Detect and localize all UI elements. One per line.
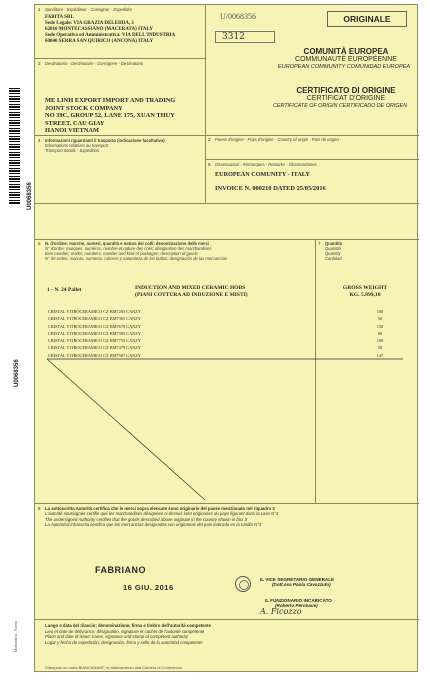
community-title-fr: COMMUNAUTÉ EUROPÉENNE — [295, 56, 397, 63]
box-6-label-line: N. d'ordine; marche, numeri, quantità e natura dei colli; denominazione delle merci — [45, 241, 210, 246]
vice-secretary-title: IL VICE SEGRETARIO GENERALE — [260, 577, 335, 582]
vertical-serial-code: U0068356 — [27, 182, 33, 210]
certification-line: The undersigned Authority certifies that the goods described above originate in the country shown in box 3 — [45, 516, 247, 522]
box-3-label: Paese d'origine - Pays d'origine - Country of origin - País de origen — [215, 137, 339, 142]
cancel-diagonal-line — [47, 359, 205, 500]
box-1-number: 1 — [38, 7, 41, 12]
gross-weight-value: KG. 5.899,10 — [349, 292, 381, 298]
box-4-label-en: Transport details - Expedition — [45, 148, 100, 153]
box-5-number: 5 — [208, 162, 211, 167]
footer-line: Luogo e data del rilascio; denominazione, firma e timbro dell'autorità competente — [45, 623, 212, 628]
consignor-line: FABITA SRL — [45, 15, 74, 20]
issue-date: 16 GIU. 2016 — [123, 583, 174, 592]
community-title-en-es: EUROPEAN COMMUNITY COMUNIDAD EUROPEA — [277, 64, 411, 70]
handwritten-number: 3312 — [215, 31, 275, 43]
certificate-title-it: CERTIFICATO DI ORIGINE — [296, 86, 396, 95]
box-4-label-fr: Informations relatives au transport — [45, 143, 109, 148]
box-7-label-line: Quantité — [325, 246, 341, 251]
quantity-item: 50 — [377, 316, 383, 322]
vice-secretary-name: (Dott.ssa Paola Cavazzuto) — [272, 582, 331, 588]
invoice-remark: INVOICE N. 000210 DATED 25/05/2016 — [215, 185, 326, 192]
quantity-item: 80 — [377, 330, 383, 336]
footer-text — [45, 623, 211, 645]
goods-item: CRISTAL VITROCERAMICO CZ BM7283 CANZY — [48, 309, 141, 314]
consignor-line: 62010 MONTECASSIANO (MACERATA) ITALY — [45, 27, 154, 32]
consignee-line: HANOI VIETNAM — [45, 127, 100, 135]
official-title: IL FUNZIONARIO INCARICATO — [265, 598, 332, 603]
quantity-item: 147 — [376, 352, 384, 358]
box-4-label: Informazioni riguardanti il trasporto (indicazione facoltativa) — [45, 138, 165, 143]
consignor-line: 60040 SERRA SAN QUIRICO (ANCONA) ITALY — [45, 39, 154, 44]
package-line: 1 - N. 24 Pallet — [47, 287, 82, 293]
certification-line: L'autorité soussignée certifie que les marchandises désignées ci-dessus sont originaires du pays figurant dans la case N°3 — [45, 511, 279, 517]
barcode — [9, 88, 20, 204]
footer-line: Lieu et date de délivrance; désignation, signature et cachet de l'autorité compétente — [45, 628, 205, 634]
goods-item: CRISTAL VITROCERAMICO CZ BM7385 CANZY — [48, 330, 141, 336]
vice-secretary-block — [260, 577, 334, 588]
certification-title: La sottoscritta Autorità certifica che le merci sopra elencate sono originarie del paese menzionato nel riquadro 3 — [45, 506, 275, 511]
goods-item: CRISTAL VITROCERAMICO CZ BM7479 CANZY — [48, 345, 141, 351]
issue-place: FABRIANO — [95, 565, 146, 575]
official-name: (Roberto Peronace) — [275, 603, 318, 609]
community-title-it: COMUNITÀ EUROPEA — [303, 47, 389, 56]
goods-title-line: INDUCTION AND MIXED CERAMIC HOBS — [135, 285, 246, 291]
box-6-label-line: N° de orden; marcas, numeros, número y naturaleza de los bultos; designación de las mercancías — [45, 256, 228, 261]
box-6-number: 6 — [38, 241, 41, 246]
certification-line: La Autoridad infrascrita certifica que las mercancías designadas son originarias del país indicado en la casilla N°3 — [45, 521, 262, 527]
consignee-line: NO 39C, GROUP 52, LANE 175, XUAN THUY — [45, 112, 175, 120]
goods-item: CRISTAL VITROCERAMICO CZ BM7755 CANZY — [48, 338, 141, 344]
footer-line: Lugar y fecha de expedición; designación, firma y sello de la autoridad competente — [45, 639, 203, 645]
goods-item: CRISTAL VITROCERAMICO CZ BM7587 CANZY — [48, 352, 141, 358]
footer-line: Place and date of issue; name, signature and stamp of competent authority — [45, 634, 188, 640]
certificate-sheet — [34, 4, 418, 672]
gross-weight-heading: GROSS WEIGHT — [342, 285, 388, 291]
consignor-line: Sede Legale: VIA GRAZIA DELEDDA, 3 — [45, 21, 134, 26]
country-of-origin-value: EUROPEAN COMUNITY - ITALY — [215, 171, 310, 178]
goods-title-line: (PIANI COTTURA AD INDUZIONE E MISTI) — [135, 292, 248, 298]
box-7-label-line: Quantity — [325, 251, 341, 256]
box-1-label: Speditore - Expéditeur - Consignor - Expedidor — [45, 7, 133, 12]
box-3-number: 3 — [208, 137, 211, 142]
box-8-number: 8 — [38, 506, 41, 511]
consignee-line: JOINT STOCK COMPANY — [45, 104, 123, 112]
box-4-number: 4 — [38, 138, 41, 143]
vertical-serial-code-lower: U0068356 — [14, 359, 20, 387]
certification-text — [45, 506, 278, 527]
goods-item: CRISTAL VITROCERAMICO CZ BM7365 CANZY — [48, 316, 141, 322]
goods-item: CRISTAL VITROCERAMICO CZ BM7670 CANZY — [48, 323, 141, 329]
box-2-number: 2 — [38, 61, 41, 66]
printer-note: Modulistica - Roma — [14, 621, 18, 652]
box-7-label-line: Quantità — [325, 241, 342, 246]
signature: A. Ficozzo — [260, 607, 302, 616]
quantity-item: 150 — [376, 323, 384, 329]
quantity-item: 100 — [376, 309, 384, 314]
box-7-number: 7 — [318, 241, 321, 246]
paper-note: Stampato su carta BIANCANAVE; in abbinamento alla Camera di Commercio — [45, 665, 183, 670]
quantity-item: 50 — [377, 345, 383, 351]
cancellation-lines — [35, 5, 419, 673]
box-5-label: Osservazioni - Remarques - Remarks - Observaciones — [215, 162, 317, 167]
chamber-seal-icon — [235, 576, 251, 592]
serial-number: U/0068356 — [220, 12, 256, 21]
original-label: ORIGINALE — [327, 11, 407, 27]
box-7-label-line: Cantidad — [325, 256, 342, 261]
certificate-title-fr: CERTIFICAT D'ORIGINE — [306, 95, 386, 102]
box-6-label-line: N° d'ordre; marques, numéros, nombre et nature des colis; désignation des marchandises — [45, 246, 212, 251]
quantity-item: 100 — [376, 338, 384, 344]
consignee-line: ME LINH EXPORT IMPORT AND TRADING — [45, 97, 176, 104]
certificate-title-en-es: CERTIFICATE OF ORIGIN CERTIFICADO DE ORIGEN — [272, 103, 408, 109]
consignee-line: STREET, CAU GIAY — [45, 119, 105, 127]
box-6-label-line: Item number; marks, numbers, number and kind of packages; description of goods — [45, 251, 198, 256]
consignor-line: Sede Operativa ed Amministrativa: VIA DELL'INDUSTRIA — [45, 33, 176, 38]
box-2-label: Destinatario - Destinataire - Consignee - Destinatario — [45, 61, 144, 66]
